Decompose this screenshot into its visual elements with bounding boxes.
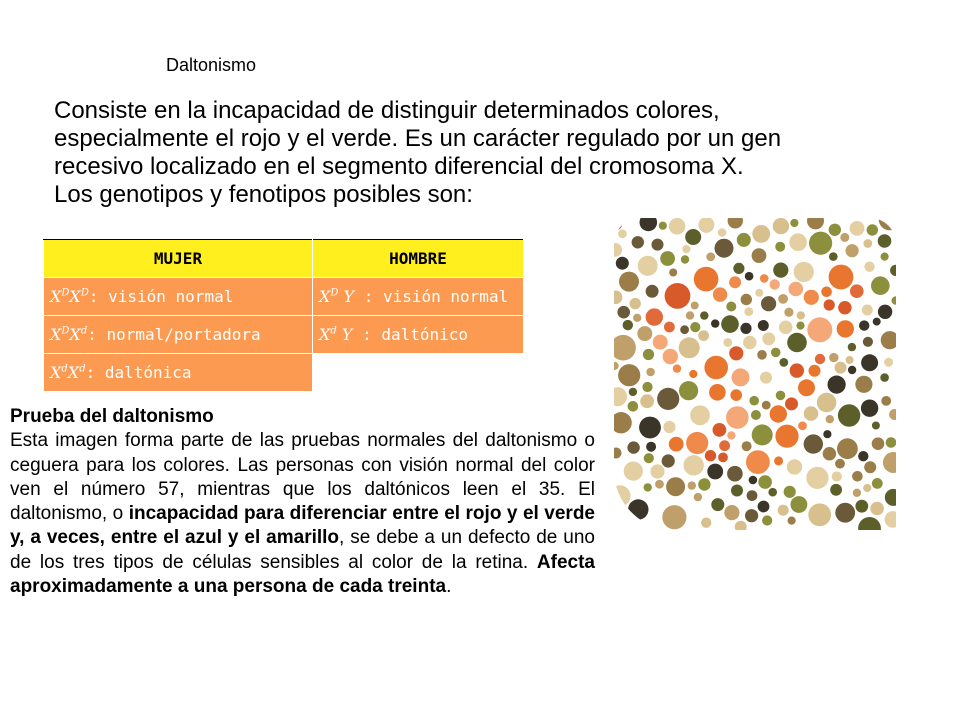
plate-dot	[729, 346, 743, 360]
plate-dot	[758, 475, 772, 489]
plate-dot	[706, 252, 715, 261]
plate-dot	[618, 364, 640, 386]
plate-dot	[721, 315, 739, 333]
plate-dot	[848, 366, 856, 374]
plate-dot	[737, 233, 751, 247]
plate-dot	[855, 500, 868, 513]
plate-dot	[705, 450, 716, 461]
genotype-table	[43, 239, 524, 392]
plate-dot	[758, 320, 769, 331]
plate-dot	[768, 488, 777, 497]
plate-dot	[643, 349, 654, 360]
plate-dot	[760, 372, 772, 384]
plate-dot	[761, 296, 776, 311]
plate-dot	[755, 289, 763, 297]
plate-dot	[662, 454, 675, 467]
plate-dot	[619, 272, 639, 292]
plate-dot	[730, 389, 742, 401]
plate-dot	[669, 437, 684, 452]
plate-dot	[785, 397, 798, 410]
plate-dot	[835, 459, 845, 469]
plate-dot	[770, 279, 780, 289]
plate-dot	[787, 459, 802, 474]
plate-dot	[826, 415, 834, 423]
plate-dot	[807, 317, 832, 342]
plate-dot	[740, 323, 751, 334]
plate-dot	[744, 307, 753, 316]
plate-dot	[673, 364, 681, 372]
plate-dot	[760, 274, 769, 283]
plate-dot	[809, 232, 832, 255]
plate-dot	[682, 245, 690, 253]
plate-dot	[821, 287, 832, 298]
plate-dot	[829, 252, 838, 261]
intro-line: especialmente el rojo y el verde. Es un carácter regulado por un gen	[54, 125, 782, 152]
plate-dot	[859, 320, 869, 330]
plate-dot	[878, 234, 892, 248]
plate-dot	[749, 476, 758, 485]
plate-dot	[789, 233, 807, 251]
plate-dot	[691, 302, 699, 310]
plate-dot	[698, 478, 710, 490]
plate-dot	[853, 489, 861, 497]
plate-dot	[775, 425, 798, 448]
plate-dot	[861, 354, 878, 371]
plate-dot	[846, 244, 859, 257]
plate-dot	[669, 269, 677, 277]
plate-dot	[637, 326, 652, 341]
plate-dot	[711, 498, 724, 511]
plate-dot	[732, 368, 750, 386]
plate-dot	[829, 224, 841, 236]
plate-dot	[698, 330, 709, 341]
header-hombre: HOMBRE	[313, 240, 524, 278]
table-row	[44, 354, 524, 392]
plate-dot	[713, 287, 727, 301]
plate-dot	[778, 294, 788, 304]
plate-dot	[881, 396, 891, 406]
plate-dot	[726, 302, 736, 312]
plate-dot	[629, 525, 639, 530]
plate-dot	[838, 301, 851, 314]
plate-dot	[662, 505, 686, 529]
plate-dot	[629, 388, 637, 396]
plate-dot	[614, 511, 619, 519]
plate-dot	[623, 320, 633, 330]
plate-dot	[823, 447, 836, 460]
plate-dot	[644, 483, 652, 491]
plate-dot	[663, 421, 675, 433]
plate-dot	[666, 477, 685, 496]
plate-dot	[663, 349, 678, 364]
plate-dot	[779, 321, 793, 335]
plate-dot	[788, 517, 796, 525]
table-row	[44, 278, 524, 316]
plate-dot	[863, 484, 871, 492]
plate-dot	[850, 284, 864, 298]
plate-dot	[775, 242, 785, 252]
plate-dot	[773, 218, 789, 234]
plate-dot	[727, 466, 743, 482]
intro-text	[54, 97, 894, 209]
plate-dot	[724, 505, 739, 520]
plate-dot	[779, 358, 788, 367]
plate-dot	[817, 393, 837, 413]
plate-dot	[804, 434, 823, 453]
plate-dot	[751, 410, 761, 420]
plate-dot	[864, 461, 876, 473]
plate-dot	[680, 325, 689, 334]
plate-dot	[872, 437, 885, 450]
plate-dot	[646, 442, 656, 452]
plate-dot	[741, 294, 752, 305]
plate-dot	[774, 456, 783, 465]
plate-dot	[690, 322, 700, 332]
plate-dot	[684, 455, 704, 475]
plate-dot	[872, 478, 883, 489]
plate-dot	[749, 396, 759, 406]
plate-dot	[798, 421, 807, 430]
plate-dot	[616, 257, 629, 270]
plate-dot	[644, 453, 654, 463]
plate-dot	[638, 256, 658, 276]
plate-dot	[640, 394, 654, 408]
plate-dot	[878, 305, 892, 319]
plate-dot	[742, 441, 752, 451]
plate-dot	[686, 432, 708, 454]
plate-dot	[679, 337, 700, 358]
plate-dot	[809, 365, 821, 377]
plate-dot	[758, 501, 770, 513]
plate-dot	[701, 518, 711, 528]
plate-dot	[858, 451, 868, 461]
plate-dot	[873, 318, 881, 326]
plate-dot	[815, 354, 825, 364]
plate-dot	[828, 376, 846, 394]
plate-dot	[659, 222, 667, 230]
plate-dot	[796, 322, 804, 330]
plate-dot	[771, 348, 781, 358]
plate-dot	[823, 430, 831, 438]
plate-dot	[655, 480, 664, 489]
bold-phrase: incapacidad para diferenciar entre el rojo y el verde y, a veces, entre el azul y el amarillo	[10, 503, 595, 549]
test-heading: Prueba del daltonismo	[10, 406, 214, 427]
plate-dot	[798, 379, 815, 396]
plate-dot	[700, 311, 708, 319]
plate-dot	[884, 358, 893, 367]
plate-dot	[867, 224, 878, 235]
plate-dot	[784, 486, 796, 498]
plate-dot	[719, 440, 730, 451]
plate-dot	[852, 471, 863, 482]
plate-dot	[762, 515, 772, 525]
plate-dot	[704, 356, 728, 380]
plate-dot	[665, 283, 691, 309]
plate-dot	[789, 282, 804, 297]
plate-dot	[660, 251, 675, 266]
plate-dot	[718, 453, 728, 463]
plate-dot	[628, 401, 639, 412]
plate-dot	[863, 239, 872, 248]
plate-dot	[829, 265, 854, 290]
plate-dot	[729, 276, 741, 288]
plate-dot	[864, 262, 874, 272]
plate-dot	[855, 376, 872, 393]
plate-dot	[872, 422, 880, 430]
plate-dot	[745, 272, 754, 281]
plate-dot	[757, 350, 767, 360]
bold-phrase: Afecta aproximadamente a una persona de cada treinta	[10, 551, 595, 598]
cell-mujer: $X^DX^d$: normal/portadora	[44, 316, 313, 354]
plate-dot	[657, 388, 679, 410]
plate-dot	[835, 362, 847, 374]
plate-dot	[797, 311, 805, 319]
plate-dot	[646, 308, 663, 325]
intro-line: Consiste en la incapacidad de distinguir determinados colores,	[54, 97, 720, 124]
header-mujer: MUJER	[44, 240, 313, 278]
test-paragraph: Esta imagen forma parte de las pruebas normales del daltonismo o ceguera para los colores. Las personas con visión normal del color ven el número 57, mientras que los daltónicos leen el 35. El daltonismo, o incapacidad para diferenciar entre el rojo y el verde y, a veces, entre el azul y el amarillo, se debe a un defecto de uno de los tres tipos de células sensibles al color de la retina. Afecta aproximadamente a una persona de cada treinta.	[10, 430, 595, 598]
plate-dot	[829, 353, 838, 362]
plate-dot	[794, 262, 814, 282]
table-header-row	[44, 240, 524, 278]
plate-dot	[837, 438, 858, 459]
plate-dot	[770, 405, 787, 422]
plate-dot	[791, 496, 808, 513]
plate-dot	[718, 228, 727, 237]
plate-dot	[880, 373, 889, 382]
plate-dot	[646, 285, 659, 298]
cell-hombre: $X^d$ Y : daltónico	[313, 316, 524, 354]
plate-dot	[804, 406, 819, 421]
plate-dot	[639, 417, 661, 439]
plate-dot	[694, 493, 702, 501]
page-title: Daltonismo	[166, 55, 257, 75]
cell-mujer: $X^dX^d$: daltónica	[44, 354, 313, 392]
plate-dot	[746, 450, 770, 474]
plate-dot	[870, 502, 884, 516]
plate-dot	[727, 431, 735, 439]
plate-dot	[790, 219, 798, 227]
plate-dot	[618, 229, 627, 238]
plate-dot	[808, 503, 831, 526]
plate-dot	[707, 464, 723, 480]
plate-dot	[762, 401, 771, 410]
plate-dot	[630, 298, 641, 309]
cell-hombre: $X^D$ Y : visión normal	[313, 278, 524, 316]
color-dots-graphic	[614, 218, 896, 530]
plate-dot	[688, 481, 696, 489]
cell-mujer: $X^DX^D$: visión normal	[44, 278, 313, 316]
plate-dot	[689, 370, 697, 378]
plate-dot	[752, 225, 770, 243]
plate-dot	[838, 404, 860, 426]
plate-dot	[726, 406, 749, 429]
plate-dot	[646, 368, 655, 377]
plate-dot	[669, 218, 686, 235]
plate-dot	[778, 505, 789, 516]
plate-dot	[664, 322, 675, 333]
plate-dot	[784, 308, 793, 317]
plate-dot	[776, 391, 786, 401]
plate-dot	[806, 467, 828, 489]
plate-dot	[681, 255, 689, 263]
plate-dot	[752, 248, 767, 263]
plate-dot	[881, 253, 889, 261]
plate-dot	[711, 319, 719, 327]
plate-dot	[733, 263, 744, 274]
plate-dot	[633, 314, 641, 322]
plate-dot	[824, 299, 835, 310]
plate-dot	[686, 311, 694, 319]
plate-dot	[787, 333, 807, 353]
plate-dot	[690, 405, 710, 425]
plate-dot	[679, 381, 698, 400]
table-row	[44, 316, 524, 354]
daltonism-test-text	[10, 405, 595, 599]
plate-dot	[709, 384, 726, 401]
plate-dot	[835, 503, 855, 523]
plate-dot	[745, 509, 758, 522]
plate-dot	[685, 229, 701, 245]
plate-dot	[723, 338, 732, 347]
plate-dot	[628, 499, 648, 519]
plate-dot	[632, 236, 644, 248]
plate-dot	[653, 335, 668, 350]
plate-dot	[617, 306, 630, 319]
plate-dot	[624, 462, 643, 481]
plate-dot	[650, 464, 664, 478]
plate-dot	[713, 423, 727, 437]
plate-dot	[743, 336, 756, 349]
plate-dot	[642, 382, 652, 392]
plate-dot	[773, 263, 788, 278]
intro-line: Los genotipos y fenotipos posibles son:	[54, 181, 473, 208]
plate-dot	[804, 290, 819, 305]
plate-dot	[652, 239, 664, 251]
plate-dot	[694, 267, 719, 292]
plate-dot	[747, 490, 758, 501]
plate-dot	[862, 305, 873, 316]
plate-dot	[871, 276, 890, 295]
plate-dot	[846, 356, 854, 364]
plate-dot	[863, 337, 873, 347]
plate-dot	[731, 485, 743, 497]
plate-dot	[886, 437, 896, 448]
plate-dot	[861, 400, 878, 417]
cell-empty	[313, 354, 524, 392]
plate-dot	[850, 221, 865, 236]
plate-dot	[627, 441, 639, 453]
plate-dot	[762, 332, 775, 345]
ishihara-plate-image	[614, 218, 896, 530]
plate-dot	[752, 424, 773, 445]
plate-dot	[837, 320, 854, 337]
plate-dot	[715, 239, 734, 258]
plate-dot	[832, 471, 842, 481]
plate-dot	[790, 363, 804, 377]
plate-dot	[848, 343, 856, 351]
plate-dot	[830, 484, 842, 496]
plate-dot	[840, 233, 849, 242]
intro-line: recesivo localizado en el segmento diferencial del cromosoma X.	[54, 153, 744, 180]
